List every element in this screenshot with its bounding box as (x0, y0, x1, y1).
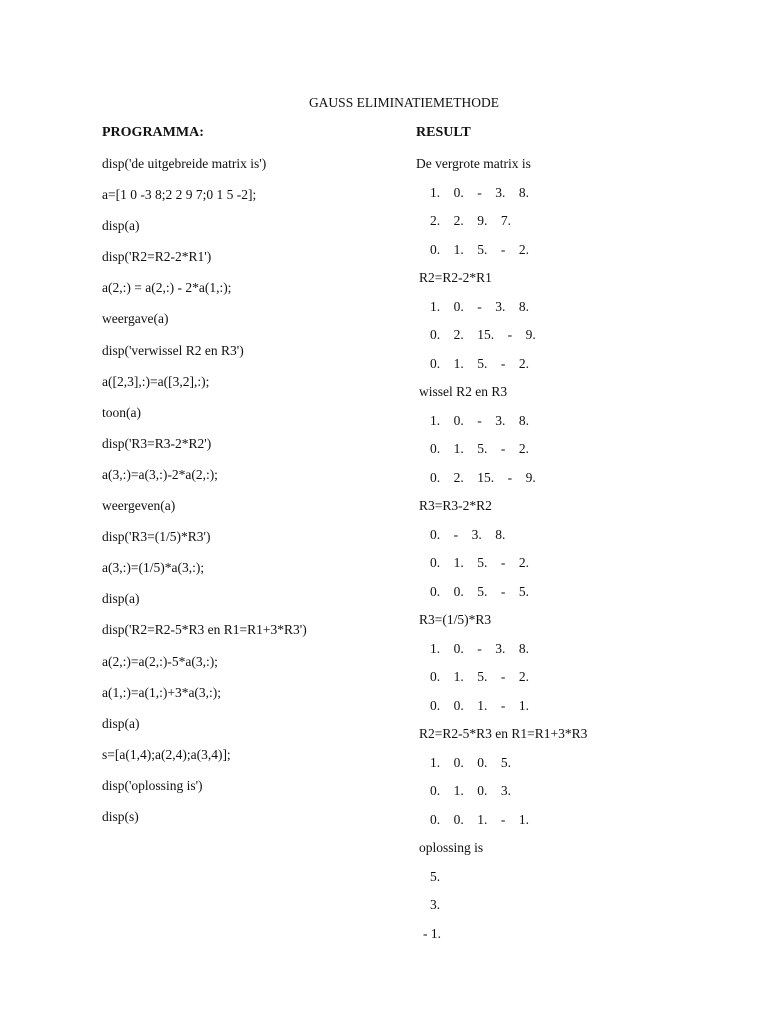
program-heading: PROGRAMMA: (102, 125, 204, 140)
code-line: disp('R3=(1/5)*R3') (102, 529, 211, 545)
result-line: 0. 2. 15. - 9. (430, 327, 536, 342)
result-line: 3. (430, 897, 441, 912)
result-heading: RESULT (416, 125, 471, 140)
code-line: a(2,:) = a(2,:) - 2*a(1,:); (102, 280, 232, 296)
program-code (102, 156, 307, 840)
result-line: wissel R2 en R3 (419, 384, 508, 399)
result-line: R2=R2-2*R1 (419, 270, 492, 285)
code-line: disp(a) (102, 218, 140, 234)
result-line: 1. 0. - 3. 8. (430, 298, 529, 314)
code-line: disp('verwissel R2 en R3') (102, 342, 244, 358)
code-line: disp(a) (102, 591, 140, 607)
code-line: disp('de uitgebreide matrix is') (102, 156, 267, 171)
result-line: 0. 0. 5. - 5. (430, 583, 529, 599)
code-line: disp('R2=R2-5*R3 en R1=R1+3*R3') (102, 622, 307, 638)
result-line: 0. 0. 1. - 1. (430, 811, 529, 827)
code-line: a=[1 0 -3 8;2 2 9 7;0 1 5 -2]; (102, 187, 257, 203)
code-line: a(3,:)=a(3,:)-2*a(2,:); (102, 466, 218, 482)
result-line: 1. 0. - 3. 8. (430, 184, 529, 200)
code-line: disp(s) (102, 808, 139, 824)
code-line: disp('R3=R3-2*R2') (102, 435, 212, 451)
result-line: 5. (430, 868, 441, 884)
code-line: disp('oplossing is') (102, 777, 203, 793)
result-line: 0. 1. 5. - 2. (430, 441, 529, 456)
result-line: 0. 1. 5. - 2. (430, 555, 529, 570)
code-line: s=[a(1,4);a(2,4);a(3,4)]; (102, 746, 231, 762)
program-column (102, 125, 307, 840)
code-line: a(1,:)=a(1,:)+3*a(3,:); (102, 684, 222, 700)
result-line: 1. 0. - 3. 8. (430, 412, 529, 428)
code-line: weergeven(a) (102, 498, 176, 514)
result-line: - 1. (423, 925, 441, 941)
result-line: 0. - 3. 8. (430, 526, 506, 542)
result-column (416, 125, 587, 954)
code-line: toon(a) (102, 404, 141, 420)
result-line: De vergrote matrix is (416, 156, 531, 171)
result-line: 0. 0. 1. - 1. (430, 697, 529, 713)
page-title: GAUSS ELIMINATIEMETHODE (308, 95, 500, 110)
code-line: disp(a) (102, 715, 140, 731)
result-line: 0. 1. 0. 3. (430, 783, 511, 798)
result-line: R3=R3-2*R2 (419, 498, 492, 513)
code-line: weergave(a) (102, 311, 169, 327)
code-line: a(3,:)=(1/5)*a(3,:); (102, 560, 205, 576)
result-line: oplossing is (419, 840, 484, 855)
result-line: 0. 1. 5. - 2. (430, 669, 529, 684)
code-line: a(2,:)=a(2,:)-5*a(3,:); (102, 653, 218, 669)
code-line: a([2,3],:)=a([3,2],:); (102, 373, 210, 389)
result-line: 0. 1. 5. - 2. (430, 355, 529, 371)
result-line: 0. 1. 5. - 2. (430, 241, 529, 257)
result-output (416, 156, 587, 954)
result-line: 2. 2. 9. 7. (430, 213, 511, 228)
result-line: R3=(1/5)*R3 (419, 612, 492, 627)
result-line: 1. 0. - 3. 8. (430, 640, 529, 656)
result-line: R2=R2-5*R3 en R1=R1+3*R3 (419, 726, 588, 741)
code-line: disp('R2=R2-2*R1') (102, 249, 212, 265)
result-line: 1. 0. 0. 5. (430, 754, 511, 770)
result-line: 0. 2. 15. - 9. (430, 469, 536, 485)
